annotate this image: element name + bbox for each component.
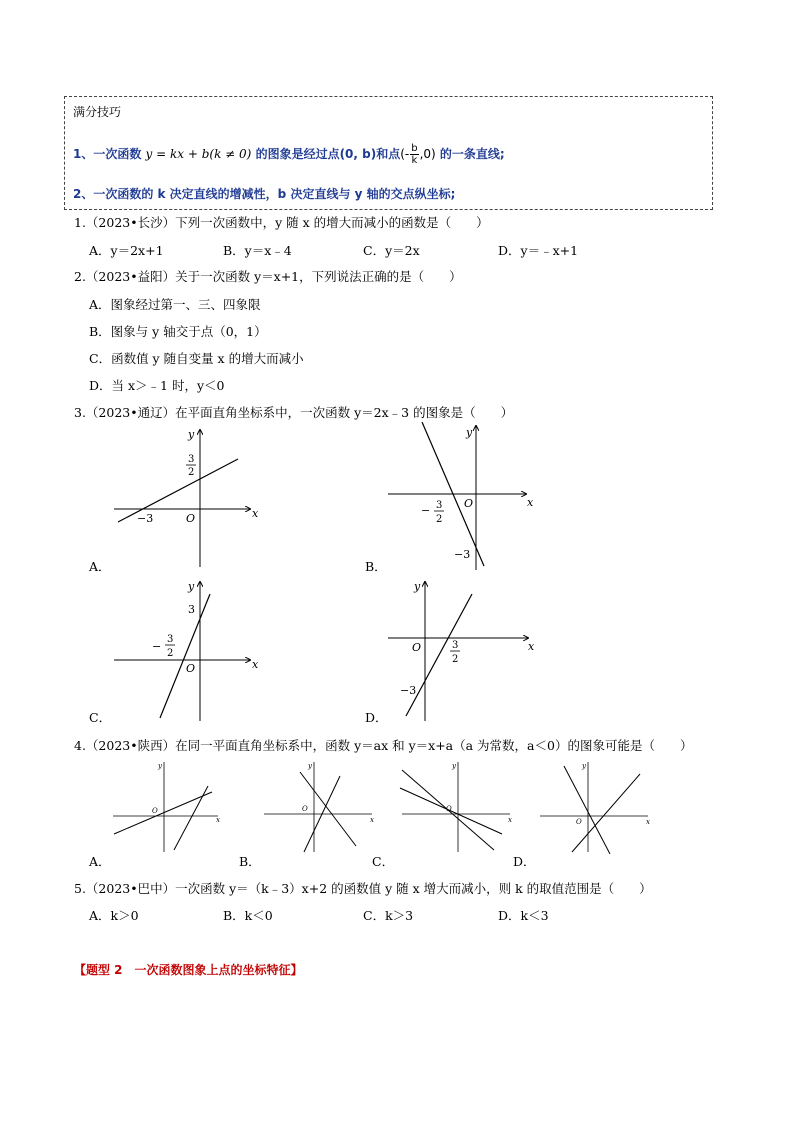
q3-graph-b xyxy=(380,418,550,573)
graph-line xyxy=(406,594,472,716)
q2-option-a[interactable]: A．图象经过第一、三、四象限 xyxy=(89,297,261,312)
svg-text:y: y xyxy=(188,580,195,593)
svg-text:y: y xyxy=(452,762,456,770)
svg-text:2: 2 xyxy=(436,514,443,525)
q4-option-c[interactable]: C． xyxy=(372,854,395,869)
svg-text:x: x xyxy=(216,816,220,824)
svg-text:x: x xyxy=(370,816,374,824)
q1-option-a[interactable]: A．y＝2x+1 xyxy=(89,243,164,258)
q3-option-d[interactable]: D． xyxy=(365,710,388,725)
q1-option-d[interactable]: D．y＝﹣x+1 xyxy=(498,243,579,258)
q5-option-b[interactable]: B．k＜0 xyxy=(223,908,273,923)
q4-graph-b xyxy=(260,758,375,854)
question-3-stem: 3.（2023•通辽）在平面直角坐标系中，一次函数 y＝2x﹣3 的图象是（ ） xyxy=(74,405,514,420)
question-5-stem: 5.（2023•巴中）一次函数 y＝（k﹣3）x+2 的函数值 y 随 x 增大而减小，则 k 的取值范围是（ ） xyxy=(74,881,652,896)
tip-fraction: $\frac{b}{k}$ xyxy=(411,143,418,166)
graph-line xyxy=(118,459,238,522)
q3-graph-a xyxy=(100,422,270,572)
q2-option-b[interactable]: B．图象与 y 轴交于点（0，1） xyxy=(89,324,267,339)
intercept-label: −3 xyxy=(137,512,154,525)
y-axis-label: y xyxy=(188,428,195,441)
q3-graph-d xyxy=(380,576,550,726)
svg-text:O: O xyxy=(152,807,158,815)
svg-text:x: x xyxy=(527,496,534,509)
q3-option-a[interactable]: A． xyxy=(89,559,111,574)
tips-title: 满分技巧 xyxy=(73,105,122,119)
q4-option-d[interactable]: D． xyxy=(513,854,536,869)
question-1-stem: 1.（2023•长沙）下列一次函数中，y 随 x 的增大而减小的函数是（ ） xyxy=(74,215,489,230)
q4-graph-c xyxy=(398,758,513,854)
svg-text:y: y xyxy=(158,762,162,770)
svg-text:2: 2 xyxy=(452,654,459,665)
q4-graph-a xyxy=(108,758,223,854)
origin-label: O xyxy=(186,512,196,525)
question-2-stem: 2.（2023•益阳）关于一次函数 y＝x+1，下列说法正确的是（ ） xyxy=(74,269,462,284)
svg-text:y: y xyxy=(582,762,586,770)
tip-line-1: 1、一次函数 y = kx + b(k ≠ 0) 的图象是经过点(0, b)和点(- $\frac{b}{k}$ ,0) 的一条直线; xyxy=(73,143,505,166)
svg-text:O: O xyxy=(464,497,474,510)
svg-text:O: O xyxy=(412,641,422,654)
svg-text:y: y xyxy=(414,580,421,593)
q4-graph-d xyxy=(536,758,651,854)
svg-text:3: 3 xyxy=(452,640,459,651)
svg-text:x: x xyxy=(508,816,512,824)
q3-graph-c xyxy=(100,576,270,726)
svg-text:−: − xyxy=(152,640,162,653)
tip-formula: y = kx + b(k ≠ 0) xyxy=(145,147,252,161)
svg-text:x: x xyxy=(252,658,259,671)
svg-text:O: O xyxy=(302,805,308,813)
q5-option-a[interactable]: A．k＞0 xyxy=(89,908,139,923)
svg-text:y: y xyxy=(466,426,473,439)
x-axis-label: x xyxy=(252,507,259,520)
svg-text:−: − xyxy=(421,504,431,517)
section-heading: 【题型 2 一次函数图象上点的坐标特征】 xyxy=(74,963,303,977)
svg-text:−3: −3 xyxy=(400,684,417,697)
svg-text:y: y xyxy=(308,762,312,770)
q2-option-d[interactable]: D．当 x＞﹣1 时，y＜0 xyxy=(89,378,225,393)
q5-option-d[interactable]: D．k＜3 xyxy=(498,908,549,923)
svg-text:3: 3 xyxy=(436,500,443,511)
svg-text:O: O xyxy=(186,662,196,675)
tips-box xyxy=(64,96,713,210)
svg-text:2: 2 xyxy=(167,648,174,659)
q4-option-b[interactable]: B． xyxy=(239,854,261,869)
svg-text:O: O xyxy=(576,818,582,826)
q1-option-c[interactable]: C．y＝2x xyxy=(363,243,420,258)
svg-text:3: 3 xyxy=(167,634,174,645)
svg-text:O: O xyxy=(446,805,452,813)
q3-option-c[interactable]: C． xyxy=(89,710,112,725)
svg-text:−3: −3 xyxy=(454,548,471,561)
q2-option-c[interactable]: C．函数值 y 随自变量 x 的增大而减小 xyxy=(89,351,304,366)
q1-option-b[interactable]: B．y＝x﹣4 xyxy=(223,243,292,258)
question-4-stem: 4.（2023•陕西）在同一平面直角坐标系中，函数 y＝ax 和 y＝x+a（a 为常数，a＜0）的图象可能是（ ） xyxy=(74,738,693,753)
svg-text:x: x xyxy=(528,640,535,653)
q4-option-a[interactable]: A． xyxy=(89,854,111,869)
svg-text:x: x xyxy=(646,818,650,826)
q5-option-c[interactable]: C．k＞3 xyxy=(363,908,414,923)
q3-option-b[interactable]: B． xyxy=(365,559,387,574)
svg-text:2: 2 xyxy=(188,467,195,478)
svg-text:3: 3 xyxy=(188,603,195,616)
svg-text:3: 3 xyxy=(188,454,195,465)
tip-line-2: 2、一次函数的 k 决定直线的增减性，b 决定直线与 y 轴的交点纵坐标; xyxy=(73,187,456,201)
